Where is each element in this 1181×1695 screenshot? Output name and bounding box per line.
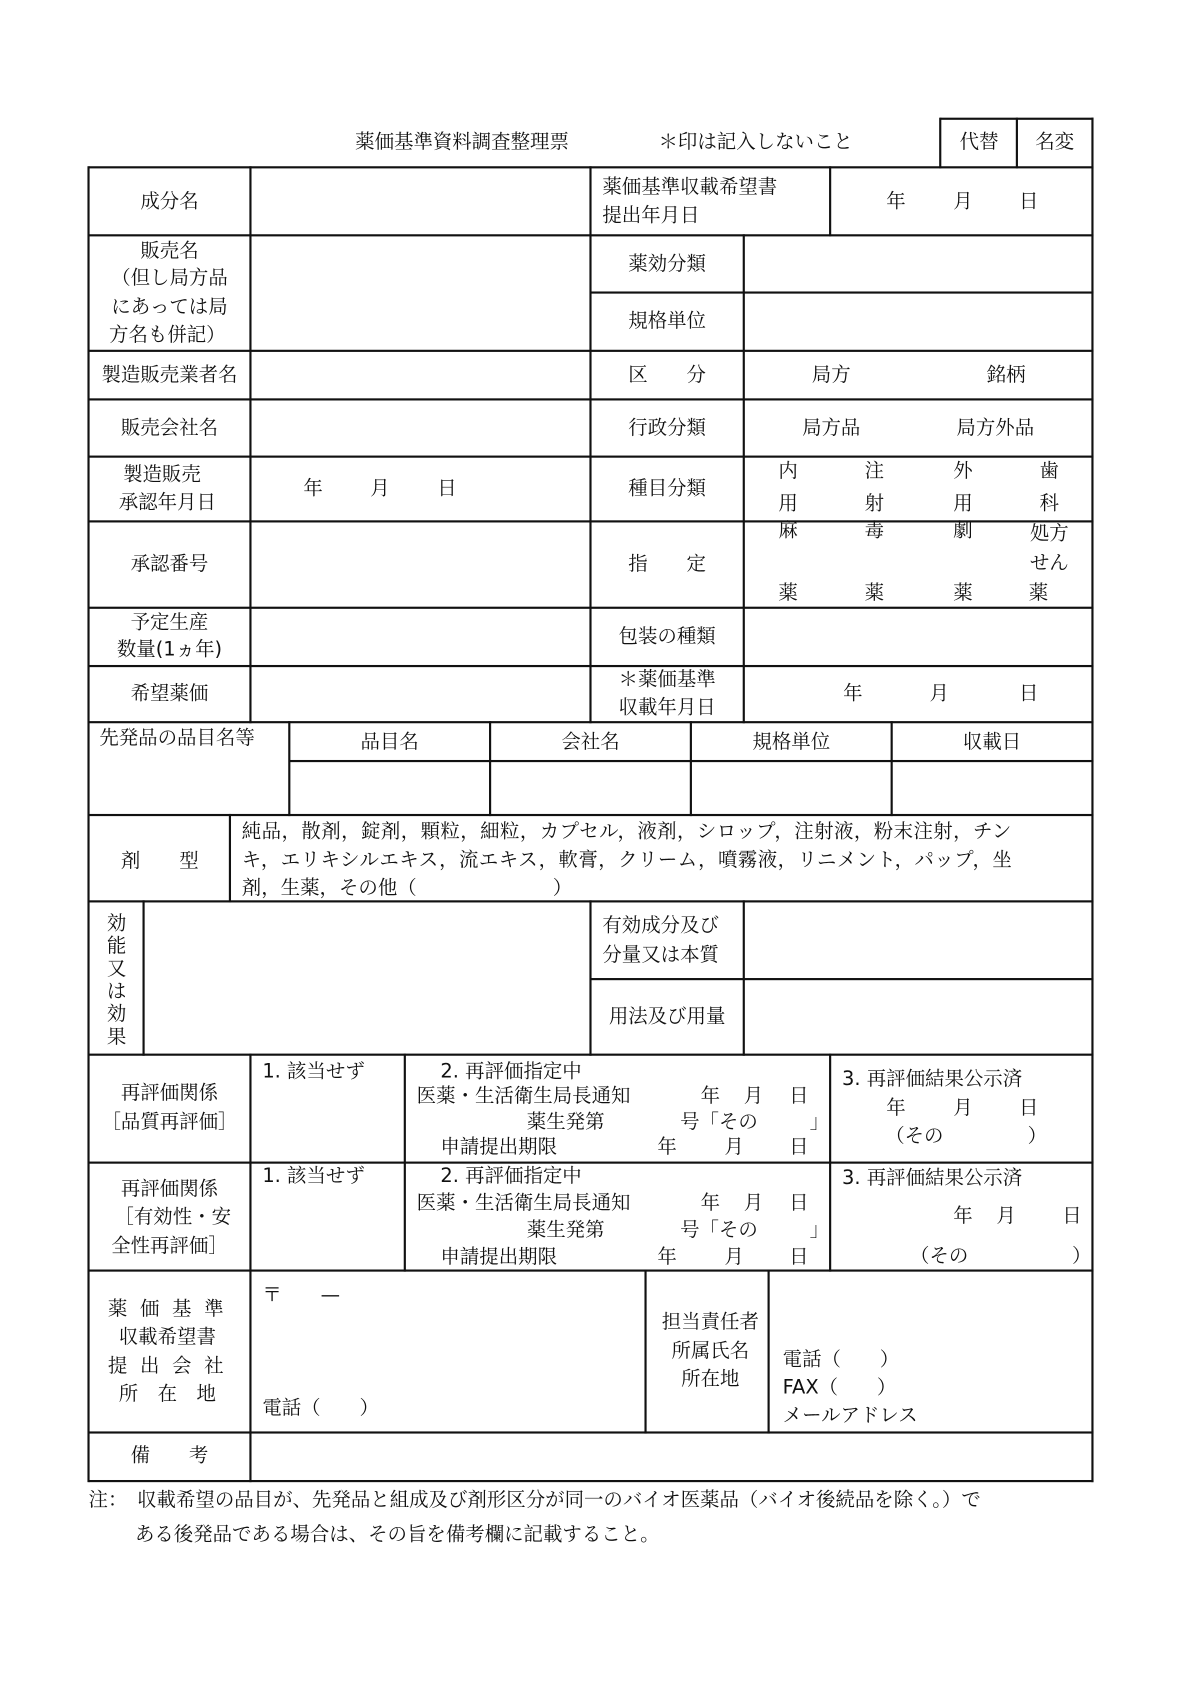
date-month: 月 [743, 1084, 764, 1108]
company-address-label: 薬 価 基 準 [107, 1297, 227, 1321]
dosage-form-options: 剤，生薬，その他（ ） [241, 876, 573, 900]
designation-poison[interactable]: 薬 [864, 581, 885, 605]
grid-line [891, 721, 893, 816]
date-day: 日 [789, 1245, 809, 1269]
grid-line [89, 1480, 1094, 1482]
reeval-safety-label: 再評価関係 [120, 1177, 219, 1201]
date-day: 日 [1019, 189, 1039, 213]
grid-line [644, 1269, 646, 1433]
grid-line [89, 1431, 1094, 1433]
option-brand[interactable]: 銘柄 [986, 363, 1026, 387]
other-close: ） [1027, 1124, 1048, 1148]
approval-date-label-2: 承認年月日 [118, 491, 216, 514]
reeval-opt-published[interactable]: 3. 再評価結果公示済 [842, 1067, 1023, 1091]
grid-line [768, 1269, 770, 1433]
grid-line [142, 900, 144, 1055]
designation-prescription[interactable]: 処方 [1029, 522, 1069, 546]
option-non-jp-product[interactable]: 局方外品 [956, 416, 1035, 440]
date-month: 月 [724, 1245, 744, 1269]
other-close: ） [1071, 1244, 1092, 1268]
approval-number-label: 承認番号 [130, 552, 209, 576]
admin-class-label: 行政分類 [628, 416, 706, 440]
option-jp-product[interactable]: 局方品 [802, 416, 861, 440]
grid-line [249, 166, 251, 723]
sales-name-note: （但し局方品 [111, 266, 228, 290]
submission-date-label: 薬価基準収載希望書 [602, 175, 778, 199]
planned-production-label: 予定生産 [130, 610, 209, 634]
type-external[interactable]: 用 [953, 492, 973, 515]
desired-price-label: 希望薬価 [130, 682, 209, 705]
notice-number-suffix: 号「その [680, 1218, 758, 1242]
spec-unit-label: 規格単位 [628, 309, 706, 333]
date-day: 日 [1019, 1096, 1039, 1120]
designation-narcotic[interactable]: 薬 [778, 581, 798, 605]
designation-powerful[interactable]: 劇 [953, 519, 973, 542]
date-day: 日 [1019, 682, 1039, 705]
designation-prescription[interactable]: せん [1029, 551, 1069, 575]
remarks-label: 備 考 [130, 1444, 209, 1468]
reeval-safety-label-2: ［有効性・安 [114, 1205, 232, 1229]
postal-code-field[interactable]: 〒 — [262, 1283, 341, 1307]
date-year: 年 [886, 1096, 906, 1120]
notice-label: 医薬・生活衛生局長通知 [416, 1191, 631, 1215]
reeval-quality-label: 再評価関係 [120, 1081, 219, 1105]
other-open: （その [910, 1244, 969, 1268]
sales-company-label: 販売会社名 [120, 416, 219, 440]
notice-label: 医薬・生活衛生局長通知 [416, 1084, 631, 1108]
reeval-opt-designated[interactable]: 2. 再評価指定中 [440, 1164, 582, 1188]
category-label: 区 分 [628, 363, 706, 387]
company-address-label-3: 提 出 会 社 [107, 1354, 227, 1378]
col-company-name: 会社名 [561, 730, 620, 754]
grid-line [743, 900, 745, 1055]
date-month: 月 [996, 1204, 1016, 1228]
date-month: 月 [953, 1096, 973, 1120]
notice-number-prefix: 薬生発第 [526, 1110, 605, 1134]
sales-name-note: 方名も併記） [109, 323, 226, 347]
contact-person-label: 担当責任者 [661, 1310, 759, 1334]
company-phone-field[interactable]: 電話（ ） [262, 1396, 379, 1420]
grid-line [89, 814, 1094, 816]
date-day: 日 [789, 1191, 809, 1215]
original-product-label: 先発品の品目名等 [99, 726, 255, 750]
dosage-label: 用法及び用量 [608, 1005, 726, 1028]
name-change-box[interactable]: 名変 [1035, 130, 1075, 154]
date-month: 月 [929, 682, 949, 705]
dosage-form-options: 純品，散剤，錠剤，顆粒，細粒，カプセル，液剤，シロップ，注射液，粉末注射，チン [241, 820, 1012, 844]
company-address-label-2: 収載希望書 [118, 1325, 216, 1349]
type-internal[interactable]: 用 [778, 492, 798, 515]
footnote: 注： 収載希望の品目が、先発品と組成及び剤形区分が同一のバイオ医薬品（バイオ後続品を除く。）で [88, 1488, 981, 1512]
submission-date-label-2: 提出年月日 [602, 204, 700, 227]
active-ingredient-label: 有効成分及び [602, 914, 719, 938]
grid-line [939, 118, 941, 169]
date-year: 年 [953, 1204, 973, 1228]
grid-line [87, 166, 89, 1482]
type-injection[interactable]: 注 [864, 459, 885, 483]
grid-line [589, 900, 591, 1055]
date-month: 月 [370, 477, 390, 500]
type-external[interactable]: 外 [953, 459, 973, 483]
reeval-opt-designated[interactable]: 2. 再評価指定中 [440, 1060, 582, 1083]
bracket-close: 」 [809, 1110, 830, 1134]
grid-line [743, 234, 745, 723]
listing-date-label-2: 収載年月日 [618, 696, 716, 719]
grid-line [89, 1269, 1094, 1271]
form-title: 薬価基準資料調査整理票 [355, 130, 569, 154]
date-year: 年 [886, 189, 906, 213]
col-spec-unit: 規格単位 [752, 730, 831, 754]
reeval-opt-not-applicable[interactable]: 1. 該当せず [262, 1060, 365, 1083]
grid-line [829, 166, 831, 236]
deadline-label: 申請提出期限 [440, 1135, 558, 1159]
date-month: 月 [724, 1135, 744, 1159]
designation-powerful[interactable]: 薬 [953, 581, 973, 605]
deadline-label: 申請提出期限 [440, 1245, 558, 1269]
date-year: 年 [303, 477, 323, 500]
grid-line [404, 1054, 406, 1272]
contact-fax-field[interactable]: FAX（ ） [782, 1376, 897, 1400]
approval-date-label: 製造販売 [123, 463, 201, 486]
listing-date-label: ＊薬価基準 [618, 668, 716, 691]
notice-number-prefix: 薬生発第 [526, 1218, 605, 1242]
grid-line [590, 291, 1093, 293]
grid-line [489, 721, 491, 816]
designation-label: 指 定 [628, 552, 706, 576]
other-open: （その [885, 1124, 944, 1148]
col-product-name: 品目名 [360, 730, 419, 754]
planned-production-label-2: 数量(1ヵ年) [116, 637, 223, 661]
date-day: 日 [789, 1135, 809, 1159]
contact-affiliation-label: 所属氏名 [671, 1339, 750, 1363]
date-day: 日 [1062, 1204, 1082, 1228]
type-dental[interactable]: 歯 [1039, 459, 1059, 483]
sales-name-label: 販売名 [140, 239, 199, 263]
designation-narcotic[interactable]: 麻 [778, 519, 798, 542]
date-month: 月 [953, 189, 973, 213]
efficacy-class-label: 薬効分類 [628, 252, 706, 276]
active-ingredient-label-2: 分量又は本質 [602, 943, 719, 967]
date-year: 年 [700, 1084, 721, 1108]
grid-line [829, 1054, 831, 1272]
date-day: 日 [789, 1084, 809, 1108]
bracket-close: 」 [809, 1218, 830, 1242]
grid-line [589, 166, 591, 723]
type-injection[interactable]: 射 [864, 492, 885, 515]
efficacy-label: 効能又は効果 [106, 912, 127, 1049]
option-jp[interactable]: 局方 [811, 363, 851, 387]
reeval-quality-label-2: ［品質再評価］ [101, 1110, 238, 1134]
grid-line [690, 721, 692, 816]
contact-phone-field[interactable]: 電話（ ） [782, 1348, 900, 1371]
dosage-form-label: 剤 型 [120, 849, 199, 873]
date-year: 年 [700, 1191, 721, 1215]
grid-line [1091, 118, 1093, 1482]
substitute-box[interactable]: 代替 [959, 130, 999, 154]
manufacturer-label: 製造販売業者名 [101, 363, 238, 387]
company-address-label-4: 所 在 地 [118, 1382, 216, 1406]
notice-number-suffix: 号「その [680, 1110, 758, 1134]
date-year: 年 [657, 1135, 677, 1159]
type-dental[interactable]: 科 [1039, 492, 1059, 515]
date-year: 年 [657, 1245, 677, 1269]
contact-address-label: 所在地 [681, 1367, 740, 1391]
grid-line [89, 1162, 1094, 1164]
col-listing-date: 収載日 [962, 730, 1022, 754]
reeval-opt-not-applicable[interactable]: 1. 該当せず [262, 1164, 365, 1188]
dosage-form-options: キ，エリキシルエキス，流エキス，軟膏，クリーム，噴霧液，リニメント，パップ，坐 [241, 848, 1013, 872]
date-year: 年 [843, 682, 863, 705]
designation-prescription[interactable]: 薬 [1028, 581, 1049, 605]
date-day: 日 [437, 477, 457, 500]
designation-poison[interactable]: 毒 [864, 519, 885, 542]
grid-line [1016, 118, 1018, 169]
contact-email-field[interactable]: メールアドレス [782, 1404, 918, 1428]
type-internal[interactable]: 内 [778, 459, 798, 483]
type-class-label: 種目分類 [628, 477, 706, 500]
grid-line [249, 1054, 251, 1483]
footnote: ある後発品である場合は、その旨を備考欄に記載すること。 [134, 1523, 660, 1546]
reeval-safety-label-3: 全性再評価］ [111, 1234, 228, 1258]
sales-name-note: にあっては局 [111, 295, 228, 319]
ingredient-label: 成分名 [140, 189, 199, 213]
grid-line [590, 978, 1093, 980]
grid-line [288, 721, 290, 816]
package-type-label: 包装の種類 [618, 625, 716, 648]
grid-line [229, 814, 231, 903]
header-note: ＊印は記入しないこと [658, 130, 853, 154]
reeval-opt-published[interactable]: 3. 再評価結果公示済 [842, 1166, 1023, 1190]
date-month: 月 [743, 1191, 764, 1215]
